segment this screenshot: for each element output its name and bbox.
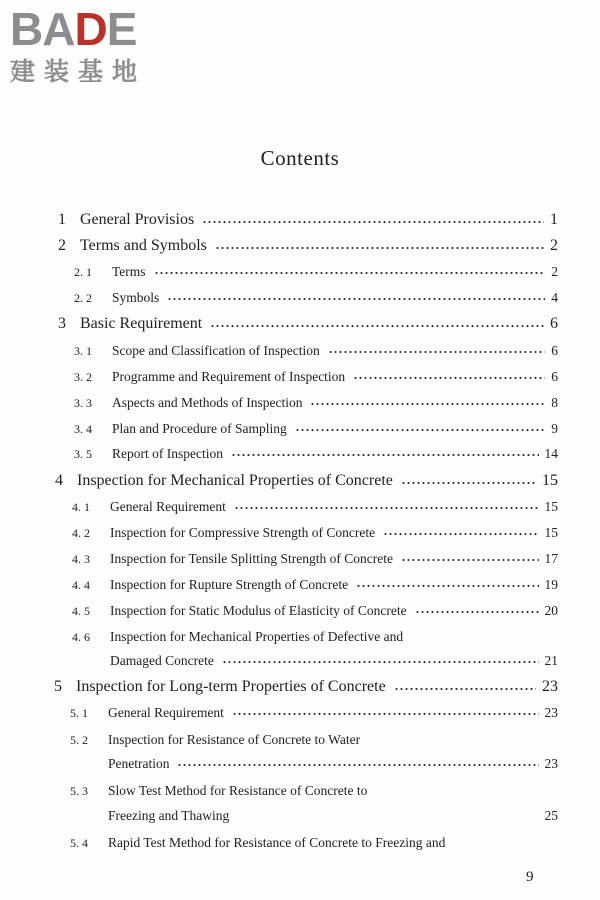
toc-entry-3[interactable] — [58, 315, 558, 333]
toc-entry-5-4[interactable] — [70, 835, 558, 851]
toc-label-continued: Freezing and Thawing — [108, 808, 230, 823]
page-title: Contents — [260, 146, 340, 170]
toc-number: 5 — [54, 678, 62, 695]
toc-page: 9 — [551, 421, 558, 436]
toc-page: 6 — [550, 315, 558, 332]
dot-leader — [215, 244, 544, 252]
toc-label: Inspection for Mechanical Properties of Defective and — [110, 629, 404, 644]
toc-entry-5-3-continued[interactable] — [108, 808, 558, 824]
toc-label: Slow Test Method for Resistance of Concrete to — [108, 783, 368, 798]
toc-page: 21 — [544, 653, 558, 668]
toc-page: 4 — [551, 290, 558, 305]
toc-label: Terms — [112, 264, 146, 279]
logo-wordmark: BADE — [10, 3, 137, 55]
toc-entry-2-1[interactable] — [74, 264, 558, 280]
toc-number: 4. 3 — [72, 552, 90, 566]
toc-entry-2[interactable] — [58, 237, 558, 255]
toc-entry-4[interactable] — [55, 472, 558, 490]
toc-number: 5. 3 — [70, 784, 88, 798]
toc-label: Inspection for Resistance of Concrete to Water — [108, 732, 361, 747]
toc-entry-4-6[interactable] — [72, 629, 558, 645]
toc-entry-5-2-continued[interactable] — [108, 756, 558, 772]
toc-label: Inspection for Rupture Strength of Concrete — [110, 577, 349, 592]
dot-leader — [394, 685, 536, 693]
toc-entry-5[interactable] — [54, 678, 558, 696]
toc-label: Scope and Classification of Inspection — [112, 343, 320, 358]
toc-label: Aspects and Methods of Inspection — [112, 395, 303, 410]
toc-entry-2-2[interactable] — [74, 290, 558, 306]
dot-leader — [167, 295, 545, 303]
toc-page: 2 — [551, 264, 558, 279]
toc-label: Programme and Requirement of Inspection — [112, 369, 346, 384]
toc-entry-4-3[interactable] — [72, 551, 558, 567]
toc-label: Plan and Procedure of Sampling — [112, 421, 287, 436]
toc-entry-4-2[interactable] — [72, 525, 558, 541]
dot-leader — [210, 322, 544, 330]
toc-label: Inspection for Long-term Properties of Concrete — [76, 678, 386, 695]
dot-leader — [177, 761, 538, 769]
dot-leader — [202, 218, 544, 226]
toc-label: General Requirement — [110, 499, 226, 514]
toc-label: Symbols — [112, 290, 160, 305]
toc-entry-3-4[interactable] — [74, 421, 558, 437]
toc-label: Basic Requirement — [80, 315, 203, 332]
toc-number: 2 — [58, 237, 66, 254]
toc-number: 5. 4 — [70, 836, 88, 850]
toc-label: Inspection for Tensile Splitting Strength of Concrete — [110, 551, 394, 566]
dot-leader — [231, 451, 539, 459]
toc-entry-3-1[interactable] — [74, 343, 558, 359]
toc-entry-3-2[interactable] — [74, 369, 558, 385]
toc-number: 3. 4 — [74, 422, 92, 436]
toc-page: 23 — [544, 705, 558, 720]
toc-page: 1 — [550, 211, 558, 228]
toc-page: 6 — [551, 343, 558, 358]
toc-entry-4-6-continued[interactable] — [110, 653, 558, 669]
toc-page: 14 — [544, 446, 558, 461]
dot-leader — [401, 556, 538, 564]
toc-label: General Provisios — [80, 211, 195, 228]
toc-label: General Requirement — [108, 705, 224, 720]
dot-leader — [328, 348, 546, 356]
toc-entry-4-5[interactable] — [72, 603, 558, 619]
toc-entry-5-3[interactable] — [70, 783, 558, 799]
toc-entry-5-1[interactable] — [70, 705, 558, 721]
toc-label: Rapid Test Method for Resistance of Concrete to Freezing and — [108, 835, 446, 850]
toc-entry-4-4[interactable] — [72, 577, 558, 593]
toc-number: 4. 5 — [72, 604, 90, 618]
toc-page: 15 — [542, 472, 558, 489]
toc-number: 3. 3 — [74, 396, 92, 410]
toc-number: 3. 1 — [74, 344, 92, 358]
toc-label: Inspection for Static Modulus of Elasticity of Concrete — [110, 603, 407, 618]
toc-number: 1 — [58, 211, 66, 228]
dot-leader — [383, 530, 538, 538]
page-number: 9 — [526, 869, 534, 885]
toc-label: Inspection for Mechanical Properties of Concrete — [77, 472, 393, 489]
toc-page: 23 — [542, 678, 558, 695]
toc-number: 4. 1 — [72, 500, 90, 514]
dot-leader — [401, 479, 536, 487]
toc-page: 15 — [544, 525, 558, 540]
toc-number: 4. 6 — [72, 630, 90, 644]
toc-page: 15 — [544, 499, 558, 514]
dot-leader — [154, 269, 546, 277]
toc-entry-3-3[interactable] — [74, 395, 558, 411]
toc-number: 3. 2 — [74, 370, 92, 384]
toc-number: 5. 1 — [70, 706, 88, 720]
toc-page: 23 — [544, 756, 558, 771]
toc-label: Inspection for Compressive Strength of Concrete — [110, 525, 376, 540]
toc-label: Terms and Symbols — [80, 237, 207, 254]
toc-page: 25 — [544, 808, 558, 823]
toc-number: 4. 2 — [72, 526, 90, 540]
toc-page: 17 — [544, 551, 558, 566]
toc-label-continued: Damaged Concrete — [110, 653, 214, 668]
toc-number: 2. 2 — [74, 291, 92, 305]
toc-page: 2 — [550, 237, 558, 254]
dot-leader — [353, 374, 545, 382]
logo-subtitle: 建装基地 — [10, 57, 147, 86]
toc-number: 2. 1 — [74, 265, 92, 279]
toc-entry-4-1[interactable] — [72, 499, 558, 515]
toc-number: 4. 4 — [72, 578, 90, 592]
dot-leader — [415, 608, 539, 616]
toc-label-continued: Penetration — [108, 756, 170, 771]
toc-number: 4 — [55, 472, 63, 489]
toc-number: 3. 5 — [74, 447, 92, 461]
toc-number: 5. 2 — [70, 733, 88, 747]
dot-leader — [295, 426, 546, 434]
dot-leader — [310, 400, 545, 408]
toc-page: 6 — [551, 369, 558, 384]
toc-entry-5-2[interactable] — [70, 732, 558, 748]
toc-entry-1[interactable] — [58, 211, 558, 229]
toc-label: Report of Inspection — [112, 446, 223, 461]
dot-leader — [222, 658, 539, 666]
dot-leader — [356, 582, 538, 590]
toc-page: 19 — [544, 577, 558, 592]
toc-page: 20 — [544, 603, 558, 618]
dot-leader — [234, 504, 539, 512]
dot-leader — [232, 710, 539, 718]
toc-entry-3-5[interactable] — [74, 446, 558, 462]
toc-page: 8 — [551, 395, 558, 410]
toc-number: 3 — [58, 315, 66, 332]
